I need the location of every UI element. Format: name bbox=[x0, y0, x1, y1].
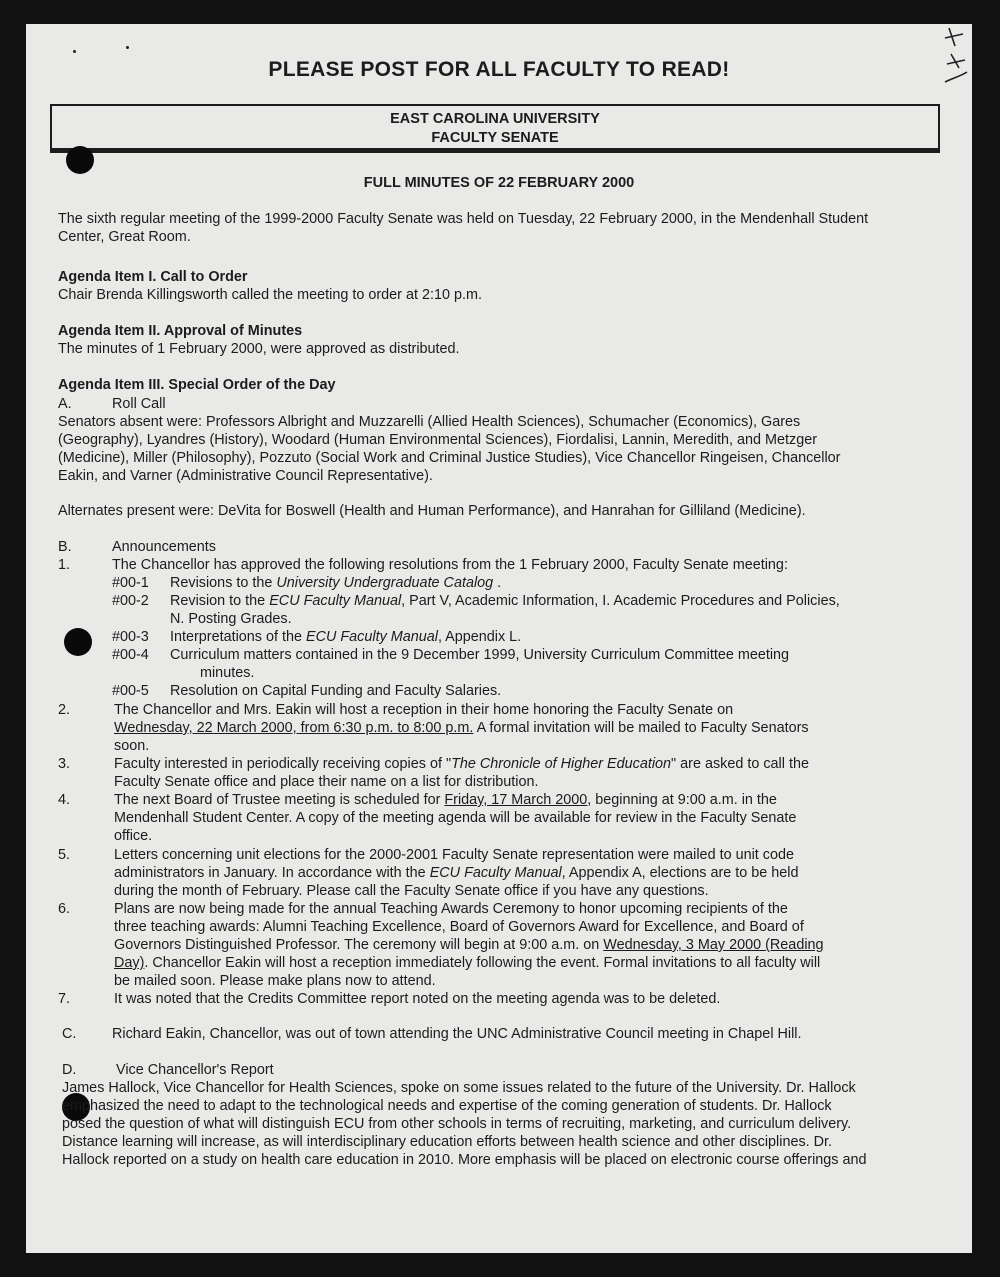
alternates-line: Alternates present were: DeVita for Boswell (Health and Human Performance), and Hanrahan for Gilliland (Medicine). bbox=[58, 503, 806, 519]
agenda-item-text: The minutes of 1 February 2000, were approved as distributed. bbox=[58, 341, 460, 357]
report-line: James Hallock, Vice Chancellor for Health Sciences, spoke on some issues related to the future of the University. Dr. Hallock bbox=[62, 1080, 856, 1096]
section-letter: B. bbox=[58, 539, 72, 555]
minutes-title: FULL MINUTES OF 22 FEBRUARY 2000 bbox=[363, 175, 635, 191]
section-letter: C. bbox=[62, 1026, 77, 1042]
resolution-text: Revision to the ECU Faculty Manual, Part V, Academic Information, I. Academic Procedures and Policies, bbox=[170, 593, 840, 609]
resolution-text: minutes. bbox=[200, 665, 255, 681]
list-text: The Chancellor has approved the following resolutions from the 1 February 2000, Faculty Senate meeting: bbox=[112, 557, 788, 573]
resolution-number: #00-2 bbox=[112, 593, 149, 609]
list-text: Governors Distinguished Professor. The ceremony will begin at 9:00 a.m. on Wednesday, 3 May 2000 (Reading bbox=[114, 937, 824, 953]
resolution-number: #00-5 bbox=[112, 683, 149, 699]
section-label: Roll Call bbox=[112, 396, 166, 412]
report-line: emphasized the need to adapt to the technological needs and expertise of the coming generation of students. Dr. Hallock bbox=[62, 1098, 832, 1114]
section-text: Richard Eakin, Chancellor, was out of town attending the UNC Administrative Council meeting in Chapel Hill. bbox=[112, 1026, 802, 1042]
list-text: The Chancellor and Mrs. Eakin will host a reception in their home honoring the Faculty Senate on bbox=[114, 702, 734, 718]
list-number: 1. bbox=[58, 557, 71, 573]
list-text: Mendenhall Student Center. A copy of the meeting agenda will be available for review in the Faculty Senate bbox=[114, 810, 797, 826]
agenda-item-text: Chair Brenda Killingsworth called the meeting to order at 2:10 p.m. bbox=[58, 287, 482, 303]
resolution-text: Resolution on Capital Funding and Faculty Salaries. bbox=[170, 683, 502, 699]
section-label: Vice Chancellor's Report bbox=[116, 1062, 274, 1078]
report-line: Hallock reported on a study on health care education in 2010. More emphasis will be placed on electronic course offerings and bbox=[62, 1152, 867, 1168]
absent-line: Senators absent were: Professors Albright and Muzzarelli (Allied Health Sciences), Schumacher (Economics), Gares bbox=[58, 414, 801, 430]
report-line: posed the question of what will distinguish ECU from other schools in terms of recruiting, marketing, and curriculum delivery. bbox=[62, 1116, 852, 1132]
resolution-text: Revisions to the University Undergraduate Catalog . bbox=[170, 575, 502, 591]
list-text: soon. bbox=[114, 738, 150, 754]
section-label: Announcements bbox=[112, 539, 217, 555]
document-page bbox=[26, 24, 972, 1253]
speck bbox=[126, 46, 129, 49]
resolution-text: Interpretations of the ECU Faculty Manual, Appendix L. bbox=[170, 629, 522, 645]
letterhead-box bbox=[50, 104, 940, 150]
letterhead-rule bbox=[50, 150, 940, 153]
list-text: It was noted that the Credits Committee report noted on the meeting agenda was to be deleted. bbox=[114, 991, 721, 1007]
list-number: 5. bbox=[58, 847, 71, 863]
list-text: Day). Chancellor Eakin will host a reception immediately following the event. Formal invitations to all faculty will bbox=[114, 955, 821, 971]
list-text: Letters concerning unit elections for the 2000-2001 Faculty Senate representation were mailed to unit code bbox=[114, 847, 794, 863]
list-text: during the month of February. Please call the Faculty Senate office if you have any questions. bbox=[114, 883, 709, 899]
list-text: be mailed soon. Please make plans now to attend. bbox=[114, 973, 436, 989]
absent-line: (Geography), Lyandres (History), Woodard (Human Environmental Sciences), Fiordalisi, Lannin, Meredith, and Metzger bbox=[58, 432, 818, 448]
punch-hole bbox=[66, 146, 94, 174]
section-letter: D. bbox=[62, 1062, 77, 1078]
list-text: three teaching awards: Alumni Teaching Excellence, Board of Governors Award for Excellence, and Board of bbox=[114, 919, 804, 935]
post-notice-heading: PLEASE POST FOR ALL FACULTY TO READ! bbox=[268, 58, 730, 81]
intro-line: Center, Great Room. bbox=[58, 229, 191, 245]
list-number: 3. bbox=[58, 756, 71, 772]
list-text: office. bbox=[114, 828, 153, 844]
intro-line: The sixth regular meeting of the 1999-2000 Faculty Senate was held on Tuesday, 22 February 2000, in the Mendenhall Student bbox=[58, 211, 869, 227]
agenda-item-heading: Agenda Item I. Call to Order bbox=[58, 269, 248, 285]
list-text: Faculty interested in periodically receiving copies of "The Chronicle of Higher Education" are asked to call the bbox=[114, 756, 809, 772]
list-text: Plans are now being made for the annual Teaching Awards Ceremony to honor upcoming recipients of the bbox=[114, 901, 788, 917]
resolution-number: #00-1 bbox=[112, 575, 149, 591]
list-number: 6. bbox=[58, 901, 71, 917]
agenda-item-heading: Agenda Item II. Approval of Minutes bbox=[58, 323, 303, 339]
agenda-item-heading: Agenda Item III. Special Order of the Day bbox=[58, 377, 336, 393]
resolution-text: N. Posting Grades. bbox=[170, 611, 292, 627]
list-number: 4. bbox=[58, 792, 71, 808]
speck bbox=[73, 50, 76, 53]
list-number: 7. bbox=[58, 991, 71, 1007]
report-line: Distance learning will increase, as will interdisciplinary education efforts between health science and other disciplines. Dr. bbox=[62, 1134, 833, 1150]
punch-hole bbox=[64, 628, 92, 656]
absent-line: Eakin, and Varner (Administrative Council Representative). bbox=[58, 468, 433, 484]
list-number: 2. bbox=[58, 702, 71, 718]
university-name: EAST CAROLINA UNIVERSITY bbox=[390, 111, 600, 127]
resolution-number: #00-4 bbox=[112, 647, 149, 663]
resolution-text: Curriculum matters contained in the 9 December 1999, University Curriculum Committee meeting bbox=[170, 647, 790, 663]
list-text: The next Board of Trustee meeting is scheduled for Friday, 17 March 2000, beginning at 9:00 a.m. in the bbox=[114, 792, 777, 808]
list-text: Faculty Senate office and place their name on a list for distribution. bbox=[114, 774, 539, 790]
resolution-number: #00-3 bbox=[112, 629, 149, 645]
list-text: Wednesday, 22 March 2000, from 6:30 p.m. to 8:00 p.m. A formal invitation will be mailed to Faculty Senators bbox=[114, 720, 809, 736]
senate-name: FACULTY SENATE bbox=[431, 130, 559, 146]
absent-line: (Medicine), Miller (Philosophy), Pozzuto (Social Work and Criminal Justice Studies), Vice Chancellor Ringeisen, Chancellor bbox=[58, 450, 841, 466]
section-letter: A. bbox=[58, 396, 72, 412]
list-text: administrators in January. In accordance with the ECU Faculty Manual, Appendix A, elections are to be held bbox=[114, 865, 799, 881]
